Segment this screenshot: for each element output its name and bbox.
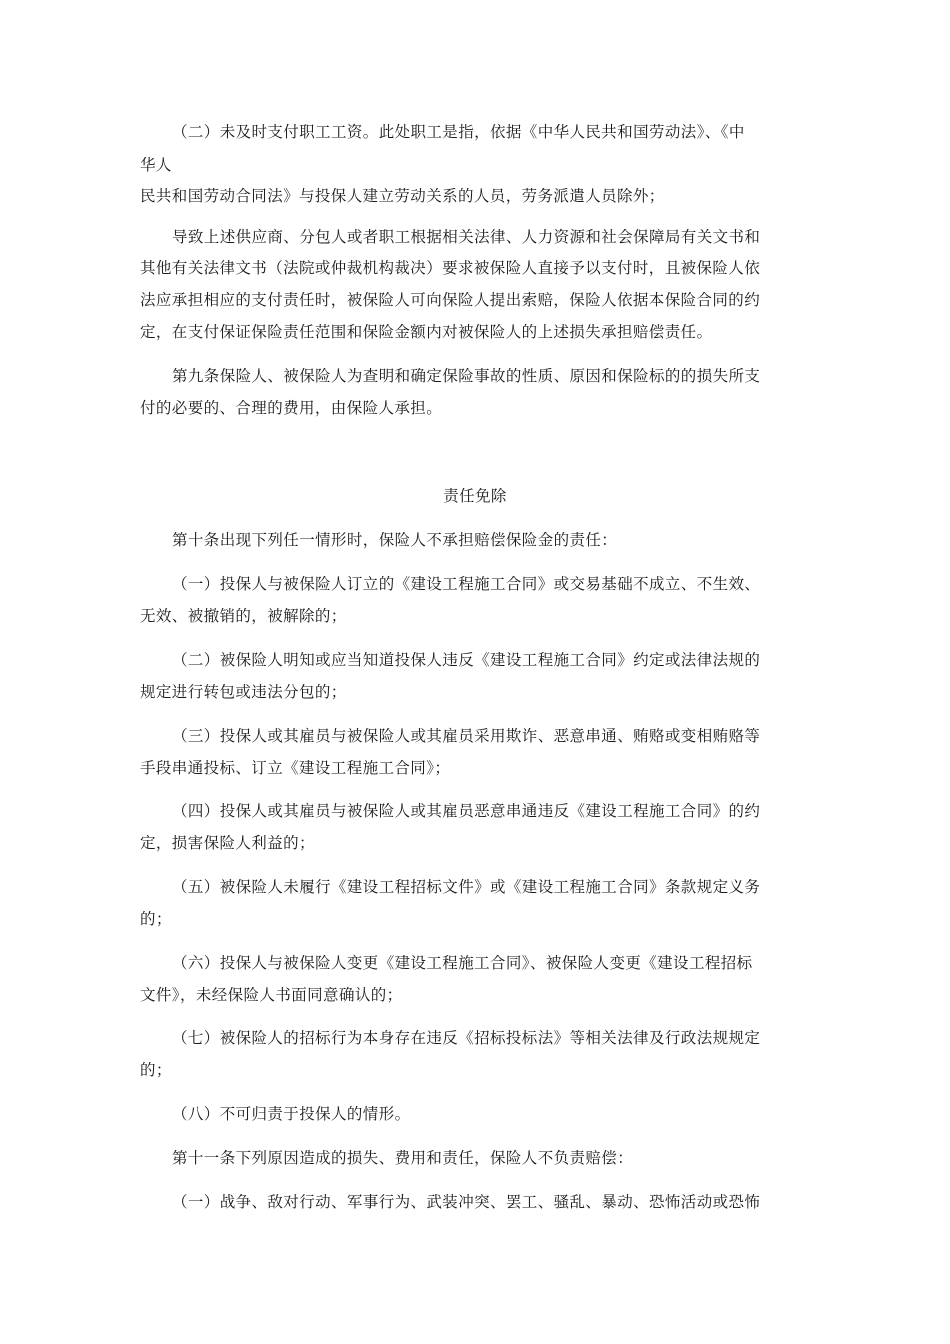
list-item-line: 的； xyxy=(140,910,172,928)
paragraph-line: 华人 xyxy=(140,156,172,174)
paragraph-line: 民共和国劳动合同法》与投保人建立劳动关系的人员，劳务派遣人员除外； xyxy=(140,187,665,205)
section-title: 责任免除 xyxy=(443,487,507,505)
list-item-line: （一）投保人与被保险人订立的《建设工程施工合同》或交易基础不成立、不生效、 xyxy=(172,575,761,593)
list-item-line: 定，损害保险人利益的； xyxy=(140,834,315,852)
list-item-line: （二）被保险人明知或应当知道投保人违反《建设工程施工合同》约定或法律法规的 xyxy=(172,651,761,669)
list-item-line: 无效、被撤销的，被解除的； xyxy=(140,607,347,625)
paragraph-line: 其他有关法律文书（法院或仲裁机构裁决）要求被保险人直接予以支付时，且被保险人依 xyxy=(140,259,761,277)
list-item-line: （四）投保人或其雇员与被保险人或其雇员恶意串通违反《建设工程施工合同》的约 xyxy=(172,802,761,820)
paragraph-line: 法应承担相应的支付责任时，被保险人可向保险人提出索赔，保险人依据本保险合同的约 xyxy=(140,291,761,309)
list-item-line: （一）战争、敌对行动、军事行为、武装冲突、罢工、骚乱、暴动、恐怖活动或恐怖 xyxy=(172,1193,761,1211)
paragraph-line: 第九条保险人、被保险人为查明和确定保险事故的性质、原因和保险标的的损失所支 xyxy=(172,367,761,385)
list-item-line: 的； xyxy=(140,1061,172,1079)
list-item-line: （八）不可归责于投保人的情形。 xyxy=(172,1105,411,1123)
list-item-line: （五）被保险人未履行《建设工程招标文件》或《建设工程施工合同》条款规定义务 xyxy=(172,878,761,896)
article-intro: 第十条出现下列任一情形时，保险人不承担赔偿保险金的责任： xyxy=(172,531,618,549)
paragraph-line: 导致上述供应商、分包人或者职工根据相关法律、人力资源和社会保障局有关文书和 xyxy=(172,228,761,246)
paragraph-line: 付的必要的、合理的费用，由保险人承担。 xyxy=(140,399,443,417)
list-item-line: （三）投保人或其雇员与被保险人或其雇员采用欺诈、恶意串通、贿赂或变相贿赂等 xyxy=(172,727,761,745)
list-item-line: （六）投保人与被保险人变更《建设工程施工合同》、被保险人变更《建设工程招标 xyxy=(172,954,753,972)
list-item-line: 文件》，未经保险人书面同意确认的； xyxy=(140,986,403,1004)
article-intro: 第十一条下列原因造成的损失、费用和责任，保险人不负责赔偿： xyxy=(172,1149,634,1167)
paragraph-line: （二）未及时支付职工工资。此处职工是指，依据《中华人民共和国劳动法》、《中 xyxy=(172,123,745,141)
list-item-line: 手段串通投标、订立《建设工程施工合同》； xyxy=(140,759,451,777)
list-item-line: （七）被保险人的招标行为本身存在违反《招标投标法》等相关法律及行政法规规定 xyxy=(172,1029,761,1047)
list-item-line: 规定进行转包或违法分包的； xyxy=(140,683,347,701)
paragraph-line: 定，在支付保证保险责任范围和保险金额内对被保险人的上述损失承担赔偿责任。 xyxy=(140,323,713,341)
